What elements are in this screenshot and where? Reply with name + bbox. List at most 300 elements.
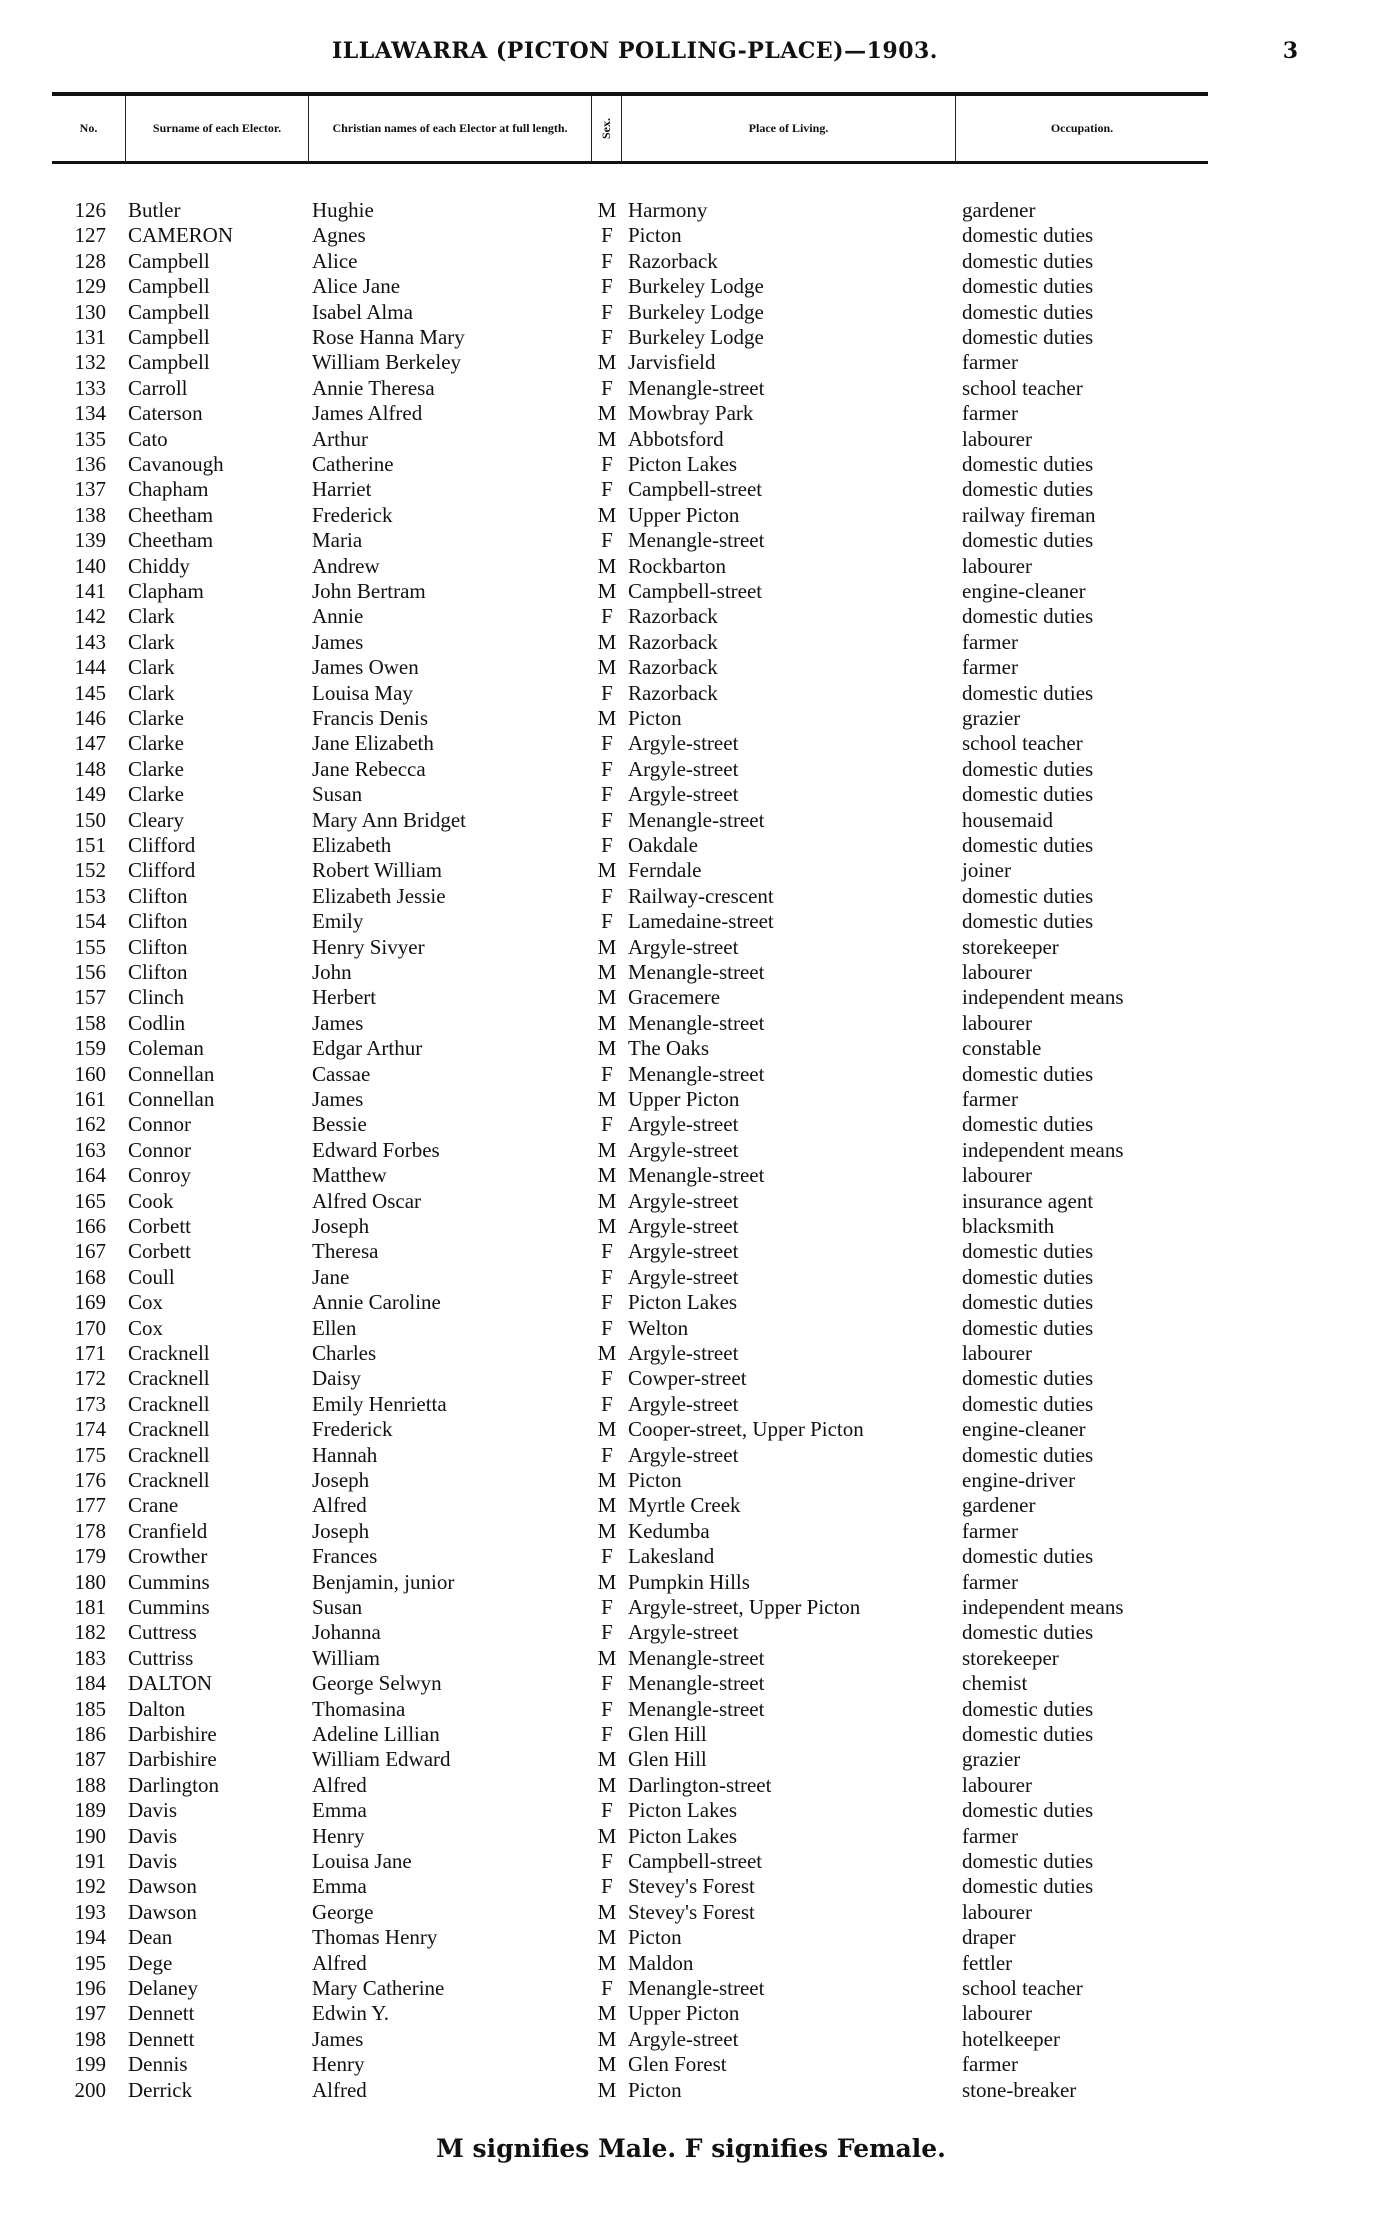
elector-surname: Dean <box>128 1925 173 1950</box>
elector-sex: M <box>597 1163 617 1188</box>
table-row <box>0 2052 1382 2077</box>
elector-sex: M <box>597 934 617 959</box>
table-row <box>0 604 1382 629</box>
elector-christian-names: Robert William <box>312 858 442 883</box>
elector-occupation: storekeeper <box>962 934 1059 959</box>
column-header-occupation: Occupation. <box>1050 121 1114 135</box>
column-header-row <box>52 92 1208 164</box>
elector-place: Kedumba <box>628 1518 710 1543</box>
elector-occupation: engine-cleaner <box>962 1417 1086 1442</box>
elector-christian-names: William Edward <box>312 1747 451 1772</box>
elector-christian-names: Herbert <box>312 985 377 1010</box>
elector-christian-names: James <box>312 1087 364 1111</box>
elector-occupation: domestic duties <box>962 1874 1094 1899</box>
table-row <box>0 477 1382 502</box>
table-row <box>0 1443 1382 1468</box>
elector-place: Upper Picton <box>628 2001 740 2026</box>
elector-sex: F <box>601 1595 613 1619</box>
elector-place: Burkeley Lodge <box>628 299 764 324</box>
elector-sex: F <box>601 1798 613 1823</box>
elector-sex: M <box>597 1569 617 1594</box>
elector-surname: Clarke <box>128 706 184 730</box>
elector-place: Razorback <box>628 680 718 705</box>
elector-surname: Cracknell <box>128 1417 210 1442</box>
elector-surname: Cracknell <box>128 1341 210 1365</box>
elector-place: Argyle-street <box>628 1112 739 1137</box>
elector-occupation: domestic duties <box>962 756 1094 781</box>
table-row <box>0 1062 1382 1087</box>
table-row <box>0 884 1382 909</box>
table-row <box>0 1976 1382 2001</box>
elector-occupation: labourer <box>962 1772 1032 1797</box>
elector-christian-names: Edwin Y. <box>312 2001 390 2026</box>
elector-number: 135 <box>74 426 106 451</box>
elector-sex: M <box>597 553 617 578</box>
elector-christian-names: Rose Hanna Mary <box>312 325 465 349</box>
table-row <box>0 1519 1382 1544</box>
elector-occupation: domestic duties <box>962 477 1094 502</box>
elector-place: Oakdale <box>628 833 698 857</box>
table-row <box>0 909 1382 934</box>
elector-occupation: domestic duties <box>962 680 1094 705</box>
elector-christian-names: James <box>312 1010 364 1035</box>
elector-number: 148 <box>74 756 106 781</box>
elector-surname: Connor <box>128 1112 191 1137</box>
elector-place: Argyle-street, Upper Picton <box>628 1595 861 1619</box>
elector-surname: Campbell <box>128 350 210 375</box>
table-row <box>0 1874 1382 1899</box>
elector-sex: M <box>597 198 617 222</box>
elector-number: 164 <box>74 1163 106 1188</box>
elector-sex: F <box>601 1874 613 1899</box>
elector-place: Campbell-street <box>628 477 763 502</box>
elector-sex: F <box>601 1722 613 1746</box>
elector-sex: F <box>601 1315 613 1340</box>
elector-surname: Carroll <box>128 375 188 400</box>
table-row <box>0 858 1382 883</box>
elector-occupation: farmer <box>962 1087 1018 1111</box>
table-row <box>0 1290 1382 1315</box>
elector-number: 129 <box>74 274 106 299</box>
elector-christian-names: James Owen <box>312 655 419 680</box>
elector-occupation: domestic duties <box>962 528 1094 553</box>
elector-number: 145 <box>74 680 106 705</box>
elector-place: Picton Lakes <box>628 452 738 476</box>
elector-occupation: fettler <box>962 1950 1013 1975</box>
elector-surname: Cleary <box>128 807 184 832</box>
table-row <box>0 249 1382 274</box>
elector-number: 169 <box>74 1290 106 1315</box>
elector-christian-names: Theresa <box>312 1239 379 1264</box>
elector-christian-names: Agnes <box>312 223 366 248</box>
table-row <box>0 1265 1382 1290</box>
elector-sex: F <box>601 1696 613 1721</box>
elector-surname: Clark <box>128 604 175 629</box>
elector-surname: Cuttriss <box>128 1645 194 1670</box>
elector-surname: Dalton <box>128 1696 186 1721</box>
page-number: 3 <box>1282 38 1298 64</box>
elector-surname: Cavanough <box>128 452 224 476</box>
elector-number: 182 <box>74 1620 106 1645</box>
elector-christian-names: Mary Ann Bridget <box>312 807 466 832</box>
elector-number: 188 <box>74 1772 106 1797</box>
elector-surname: Darlington <box>128 1772 219 1797</box>
elector-surname: Campbell <box>128 274 210 299</box>
elector-christian-names: Susan <box>312 1595 363 1619</box>
elector-surname: Clark <box>128 680 175 705</box>
elector-number: 199 <box>74 2052 106 2077</box>
table-row <box>0 1646 1382 1671</box>
elector-number: 132 <box>74 350 106 375</box>
elector-sex: M <box>597 579 617 603</box>
elector-surname: Derrick <box>128 2077 193 2102</box>
table-row <box>0 1773 1382 1798</box>
elector-occupation: farmer <box>962 1518 1018 1543</box>
elector-number: 177 <box>74 1493 106 1518</box>
elector-number: 157 <box>74 985 106 1010</box>
elector-surname: Clarke <box>128 756 184 781</box>
table-row <box>0 1341 1382 1366</box>
table-row <box>0 1697 1382 1722</box>
elector-sex: M <box>597 858 617 883</box>
column-header-no: No. <box>52 96 126 161</box>
elector-sex: M <box>597 502 617 527</box>
elector-place: Picton <box>628 223 682 248</box>
table-row <box>0 731 1382 756</box>
elector-place: Welton <box>628 1315 689 1340</box>
table-row <box>0 1747 1382 1772</box>
elector-sex: M <box>597 1823 617 1848</box>
elector-place: Menangle-street <box>628 375 765 400</box>
elector-surname: Cheetham <box>128 502 214 527</box>
elector-christian-names: Alfred <box>312 1950 367 1975</box>
elector-sex: M <box>597 2052 617 2077</box>
elector-christian-names: Catherine <box>312 452 394 476</box>
elector-number: 161 <box>74 1087 106 1111</box>
table-row <box>0 1620 1382 1645</box>
elector-place: Argyle-street <box>628 756 739 781</box>
elector-christian-names: Frederick <box>312 502 393 527</box>
elector-christian-names: Frederick <box>312 1417 393 1442</box>
elector-sex: F <box>601 248 613 273</box>
table-row <box>0 706 1382 731</box>
elector-number: 159 <box>74 1036 106 1061</box>
elector-occupation: gardener <box>962 1493 1036 1518</box>
elector-surname: Cook <box>128 1188 174 1213</box>
elector-place: Argyle-street <box>628 1137 739 1162</box>
elector-number: 147 <box>74 731 106 756</box>
elector-number: 176 <box>74 1468 106 1492</box>
elector-sex: F <box>601 1290 613 1315</box>
elector-number: 190 <box>74 1823 106 1848</box>
column-header-surname: Surname of each Elector. <box>126 96 309 161</box>
elector-sex: M <box>597 1010 617 1035</box>
table-row <box>0 452 1382 477</box>
table-row <box>0 1544 1382 1569</box>
elector-sex: M <box>597 1645 617 1670</box>
elector-number: 171 <box>74 1341 106 1365</box>
elector-christian-names: Ellen <box>312 1315 357 1340</box>
elector-occupation: labourer <box>962 1010 1032 1035</box>
elector-number: 136 <box>74 452 106 476</box>
elector-christian-names: Daisy <box>312 1366 361 1391</box>
elector-number: 162 <box>74 1112 106 1137</box>
elector-surname: Cracknell <box>128 1391 210 1416</box>
elector-sex: F <box>601 807 613 832</box>
elector-christian-names: Susan <box>312 782 363 807</box>
elector-sex: F <box>601 782 613 807</box>
elector-christian-names: William <box>312 1645 380 1670</box>
elector-sex: M <box>597 2077 617 2102</box>
elector-sex: M <box>597 1899 617 1924</box>
elector-christian-names: George <box>312 1899 374 1924</box>
elector-occupation: labourer <box>962 1899 1032 1924</box>
elector-occupation: labourer <box>962 553 1032 578</box>
table-row <box>0 2027 1382 2052</box>
elector-number: 180 <box>74 1569 106 1594</box>
elector-christian-names: Emma <box>312 1874 367 1899</box>
elector-surname: Davis <box>128 1798 177 1823</box>
elector-place: Argyle-street <box>628 1442 739 1467</box>
elector-number: 158 <box>74 1010 106 1035</box>
elector-sex: M <box>597 1214 617 1238</box>
elector-occupation: gardener <box>962 198 1036 222</box>
elector-occupation: farmer <box>962 655 1018 680</box>
elector-number: 127 <box>74 223 106 248</box>
elector-occupation: draper <box>962 1925 1016 1950</box>
table-row <box>0 630 1382 655</box>
elector-place: Argyle-street <box>628 1620 739 1645</box>
column-header-christian-names: Christian names of each Elector at full length. <box>309 96 592 161</box>
table-row <box>0 528 1382 553</box>
elector-surname: Codlin <box>128 1010 186 1035</box>
elector-number: 134 <box>74 401 106 426</box>
elector-surname: Dawson <box>128 1874 197 1899</box>
elector-number: 184 <box>74 1671 106 1696</box>
elector-christian-names: Annie Theresa <box>312 375 435 400</box>
elector-surname: Cato <box>128 426 168 451</box>
elector-surname: Cracknell <box>128 1366 210 1391</box>
elector-number: 198 <box>74 2026 106 2051</box>
elector-surname: Cummins <box>128 1595 210 1619</box>
elector-number: 152 <box>74 858 106 883</box>
elector-number: 160 <box>74 1061 106 1086</box>
elector-surname: Connellan <box>128 1087 215 1111</box>
elector-christian-names: Andrew <box>312 553 380 578</box>
elector-place: Picton <box>628 706 682 730</box>
elector-occupation: independent means <box>962 1137 1124 1162</box>
elector-occupation: domestic duties <box>962 1620 1094 1645</box>
elector-christian-names: Mary Catherine <box>312 1976 445 2000</box>
table-row <box>0 554 1382 579</box>
elector-place: Menangle-street <box>628 1061 765 1086</box>
elector-place: Argyle-street <box>628 1341 739 1365</box>
elector-occupation: farmer <box>962 629 1018 654</box>
elector-place: Menangle-street <box>628 1163 765 1188</box>
elector-number: 186 <box>74 1722 106 1746</box>
elector-occupation: independent means <box>962 985 1124 1010</box>
elector-surname: Butler <box>128 198 181 222</box>
table-row <box>0 2001 1382 2026</box>
elector-place: Menangle-street <box>628 1010 765 1035</box>
table-row <box>0 376 1382 401</box>
elector-number: 155 <box>74 934 106 959</box>
elector-christian-names: Jane Rebecca <box>312 756 426 781</box>
table-row <box>0 1316 1382 1341</box>
elector-sex: M <box>597 1518 617 1543</box>
table-row <box>0 1468 1382 1493</box>
table-row <box>0 1366 1382 1391</box>
elector-christian-names: Joseph <box>312 1518 370 1543</box>
elector-sex: F <box>601 375 613 400</box>
elector-number: 153 <box>74 883 106 908</box>
elector-number: 156 <box>74 960 106 984</box>
elector-sex: M <box>597 1925 617 1950</box>
elector-occupation: school teacher <box>962 731 1083 756</box>
elector-sex: F <box>601 756 613 781</box>
elector-number: 167 <box>74 1239 106 1264</box>
table-row <box>0 1392 1382 1417</box>
elector-sex: F <box>601 1620 613 1645</box>
elector-sex: F <box>601 1849 613 1873</box>
elector-number: 126 <box>74 198 106 222</box>
elector-sex: M <box>597 629 617 654</box>
elector-sex: F <box>601 1112 613 1137</box>
table-row <box>0 1214 1382 1239</box>
elector-number: 140 <box>74 553 106 578</box>
elector-sex: M <box>597 1417 617 1442</box>
elector-place: Upper Picton <box>628 1087 740 1111</box>
table-row <box>0 1671 1382 1696</box>
elector-surname: Cox <box>128 1315 164 1340</box>
elector-surname: Cracknell <box>128 1442 210 1467</box>
elector-sex: F <box>601 477 613 502</box>
elector-surname: DALTON <box>128 1671 213 1696</box>
elector-surname: Clark <box>128 655 175 680</box>
elector-surname: Cracknell <box>128 1468 210 1492</box>
elector-number: 138 <box>74 502 106 527</box>
elector-number: 178 <box>74 1518 106 1543</box>
elector-number: 141 <box>74 579 106 603</box>
elector-place: Glen Hill <box>628 1747 707 1772</box>
elector-place: Argyle-street <box>628 934 739 959</box>
elector-place: Menangle-street <box>628 1696 765 1721</box>
elector-place: Razorback <box>628 248 718 273</box>
elector-surname: Darbishire <box>128 1747 217 1772</box>
elector-christian-names: Henry <box>312 2052 365 2077</box>
elector-surname: Cummins <box>128 1569 210 1594</box>
elector-occupation: domestic duties <box>962 1290 1094 1315</box>
elector-place: Picton <box>628 1925 682 1950</box>
elector-christian-names: Alfred <box>312 1772 367 1797</box>
elector-christian-names: Annie Caroline <box>312 1290 441 1315</box>
elector-place: Argyle-street <box>628 1264 739 1289</box>
elector-christian-names: John Bertram <box>312 579 426 603</box>
elector-surname: Clifton <box>128 883 188 908</box>
elector-surname: Clark <box>128 629 175 654</box>
elector-christian-names: Emily Henrietta <box>312 1391 447 1416</box>
elector-surname: Clifton <box>128 909 188 934</box>
elector-christian-names: Annie <box>312 604 364 629</box>
elector-occupation: domestic duties <box>962 883 1094 908</box>
elector-sex: F <box>601 909 613 934</box>
elector-number: 181 <box>74 1595 106 1619</box>
table-row <box>0 1189 1382 1214</box>
elector-christian-names: James <box>312 629 364 654</box>
elector-christian-names: Frances <box>312 1544 378 1569</box>
table-row <box>0 935 1382 960</box>
elector-sex: F <box>601 1544 613 1569</box>
elector-sex: F <box>601 1442 613 1467</box>
elector-occupation: domestic duties <box>962 1391 1094 1416</box>
elector-christian-names: George Selwyn <box>312 1671 442 1696</box>
elector-occupation: domestic duties <box>962 452 1094 476</box>
table-row <box>0 1595 1382 1620</box>
elector-occupation: domestic duties <box>962 1722 1094 1746</box>
elector-occupation: domestic duties <box>962 325 1094 349</box>
elector-surname: Corbett <box>128 1239 191 1264</box>
elector-sex: M <box>597 1950 617 1975</box>
elector-occupation: domestic duties <box>962 248 1094 273</box>
elector-number: 200 <box>74 2077 106 2102</box>
elector-number: 143 <box>74 629 106 654</box>
table-row <box>0 1138 1382 1163</box>
elector-christian-names: Alice <box>312 248 358 273</box>
elector-place: Stevey's Forest <box>628 1874 755 1899</box>
table-row <box>0 325 1382 350</box>
elector-surname: Clifford <box>128 858 196 883</box>
elector-surname: Clapham <box>128 579 204 603</box>
elector-place: Menangle-street <box>628 1976 765 2000</box>
elector-occupation: school teacher <box>962 1976 1083 2000</box>
elector-number: 191 <box>74 1849 106 1873</box>
elector-sex: M <box>597 401 617 426</box>
elector-sex: M <box>597 350 617 375</box>
elector-surname: Coull <box>128 1264 175 1289</box>
elector-christian-names: Joseph <box>312 1468 370 1492</box>
elector-place: Menangle-street <box>628 960 765 984</box>
table-row <box>0 655 1382 680</box>
table-row <box>0 1798 1382 1823</box>
elector-christian-names: James Alfred <box>312 401 423 426</box>
elector-number: 187 <box>74 1747 106 1772</box>
elector-surname: Dennett <box>128 2001 195 2026</box>
elector-place: Campbell-street <box>628 579 763 603</box>
elector-sex: F <box>601 604 613 629</box>
elector-christian-names: Jane Elizabeth <box>312 731 434 756</box>
elector-number: 142 <box>74 604 106 629</box>
elector-number: 197 <box>74 2001 106 2026</box>
elector-occupation: constable <box>962 1036 1042 1061</box>
elector-number: 175 <box>74 1442 106 1467</box>
elector-number: 179 <box>74 1544 106 1569</box>
elector-occupation: domestic duties <box>962 1264 1094 1289</box>
elector-place: Harmony <box>628 198 708 222</box>
elector-place: Campbell-street <box>628 1849 763 1873</box>
elector-occupation: grazier <box>962 1747 1021 1772</box>
elector-sex: M <box>597 1468 617 1492</box>
table-row <box>0 681 1382 706</box>
elector-place: Mowbray Park <box>628 401 754 426</box>
elector-number: 170 <box>74 1315 106 1340</box>
elector-place: Pumpkin Hills <box>628 1569 750 1594</box>
elector-christian-names: Alfred <box>312 1493 367 1518</box>
elector-surname: Chiddy <box>128 553 190 578</box>
elector-place: Lamedaine-street <box>628 909 774 934</box>
elector-occupation: hotelkeeper <box>962 2026 1060 2051</box>
elector-surname: Delaney <box>128 1976 198 2000</box>
elector-christian-names: James <box>312 2026 364 2051</box>
